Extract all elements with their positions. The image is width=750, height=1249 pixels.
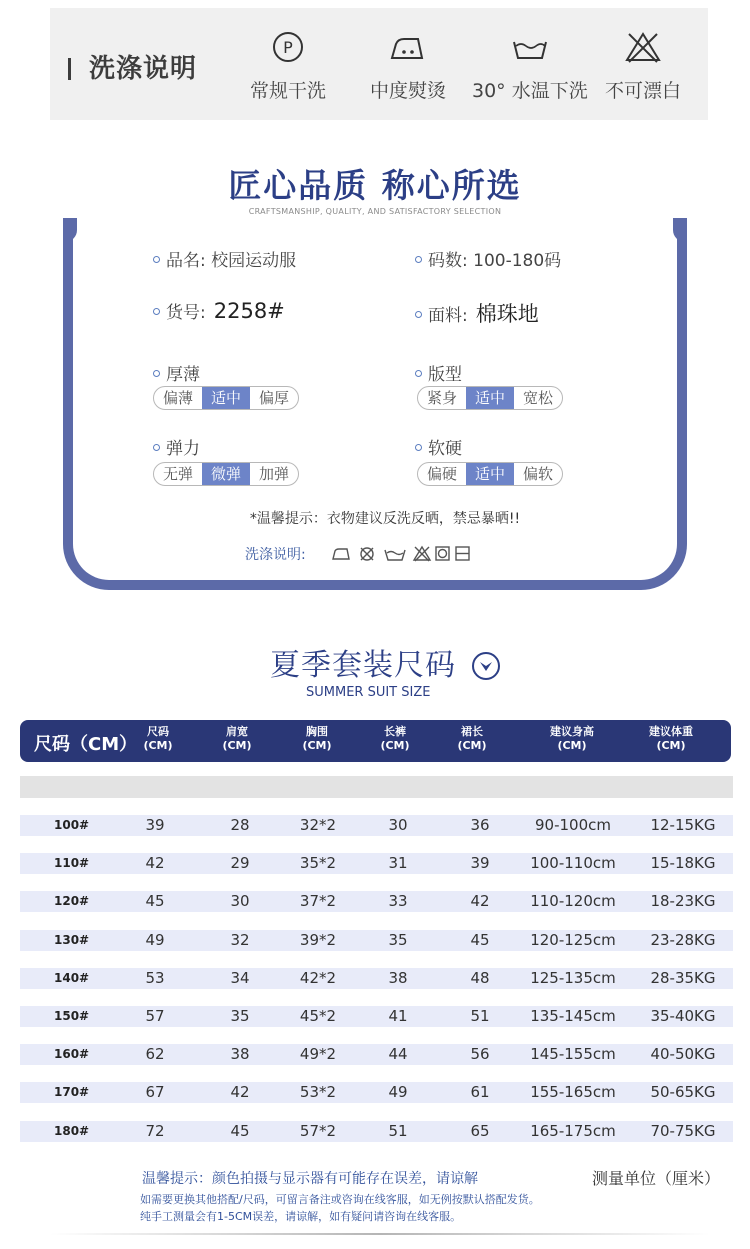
bullet-icon <box>415 256 422 263</box>
table-cell: 51 <box>388 1122 408 1140</box>
table-row <box>20 815 733 836</box>
size-key-cell: 100# <box>54 818 90 832</box>
table-cell: 51 <box>470 1007 490 1025</box>
table-cell: 35 <box>388 931 408 949</box>
bullet-icon <box>153 370 160 377</box>
care-label: 洗涤说明: <box>245 547 306 563</box>
header-col: 建议身高 (CM) <box>550 725 594 752</box>
care-icons-row <box>331 544 471 566</box>
tumble-dry-icon <box>436 547 449 560</box>
product-size-range: 码数: 100-180码 <box>415 246 561 271</box>
table-cell: 42 <box>470 892 490 910</box>
wash-item-iron: 中度熨烫 <box>370 30 446 103</box>
size-key-cell: 110# <box>54 856 90 870</box>
table-row <box>20 1082 733 1103</box>
table-row <box>20 1044 733 1065</box>
header-col: 长裤 (CM) <box>380 725 410 752</box>
size-key-cell: 120# <box>54 894 90 908</box>
table-cell: 49 <box>388 1083 408 1101</box>
table-cell: 90-100cm <box>535 816 611 834</box>
no-tumble-dry-icon <box>361 548 373 560</box>
table-cell: 62 <box>145 1045 165 1063</box>
table-cell: 40-50KG <box>650 1045 716 1063</box>
table-cell: 37*2 <box>299 892 337 910</box>
table-cell: 100-110cm <box>530 854 616 872</box>
wash-tub-icon <box>385 550 405 560</box>
table-cell: 70-75KG <box>650 1122 716 1140</box>
product-name: 品名: 校园运动服 <box>153 246 296 271</box>
table-cell: 56 <box>470 1045 490 1063</box>
quality-title: 匠心品质 称心所选 <box>228 166 522 205</box>
unit-note: 测量单位（厘米） <box>592 1169 721 1188</box>
size-chart-title: 夏季套装尺码 <box>270 648 456 683</box>
elasticity-option-selected: 微弹 <box>202 463 250 485</box>
table-cell: 61 <box>470 1083 490 1101</box>
softness-option: 偏软 <box>522 465 553 483</box>
svg-text:P: P <box>283 38 293 57</box>
bullet-icon <box>415 370 422 377</box>
table-cell: 32 <box>230 931 250 949</box>
header-col: 裙长 (CM) <box>457 725 487 752</box>
wash-item-no-bleach: 不可漂白 <box>605 30 681 103</box>
table-row <box>20 968 733 989</box>
quality-subtitle: CRAFTSMANSHIP, QUALITY, AND SATISFACTORY SELECTION <box>248 207 502 216</box>
bullet-icon <box>415 311 422 318</box>
fit-option: 宽松 <box>522 389 553 407</box>
size-chart-subtitle: SUMMER SUIT SIZE <box>306 685 431 700</box>
wash-item-dry-clean: P 常规干洗 <box>250 30 326 103</box>
table-cell: 35*2 <box>299 854 337 872</box>
size-key-cell: 150# <box>54 1009 90 1023</box>
table-cell: 39 <box>145 816 165 834</box>
table-cell: 72 <box>145 1122 165 1140</box>
table-cell: 45 <box>145 892 165 910</box>
table-cell: 34 <box>230 969 250 987</box>
table-row <box>20 853 733 874</box>
table-cell: 49*2 <box>299 1045 337 1063</box>
bullet-icon <box>153 308 160 315</box>
fit-option: 紧身 <box>426 389 457 407</box>
size-key-cell: 180# <box>54 1124 90 1138</box>
product-info-card <box>63 218 687 590</box>
header-size-main: 尺码（CM） <box>34 734 138 755</box>
table-cell: 18-23KG <box>650 892 716 910</box>
size-table-header <box>20 720 731 762</box>
table-cell: 23-28KG <box>650 931 716 949</box>
wash-item-wash30: 30° 水温下洗 <box>472 30 588 103</box>
measurement-note: 纯手工测量会有1-5CM误差，请谅解，如有疑问请咨询在线客服。 <box>140 1210 462 1223</box>
thickness-label: 厚薄 <box>153 360 200 385</box>
product-fabric: 面料: 棉珠地 <box>415 298 539 328</box>
table-cell: 45*2 <box>299 1007 337 1025</box>
softness-option: 偏硬 <box>426 465 457 483</box>
dry-clean-icon <box>271 30 305 64</box>
table-cell: 33 <box>388 892 408 910</box>
bullet-icon <box>415 444 422 451</box>
product-sku: 货号: 2258# <box>153 298 285 323</box>
table-cell: 48 <box>470 969 490 987</box>
table-cell: 67 <box>145 1083 165 1101</box>
table-cell: 155-165cm <box>530 1083 616 1101</box>
softness-option-selected: 适中 <box>466 463 514 485</box>
elasticity-option: 无弹 <box>162 465 193 483</box>
table-cell: 12-15KG <box>650 816 716 834</box>
table-cell: 42 <box>230 1083 250 1101</box>
size-key-cell: 140# <box>54 971 90 985</box>
table-cell: 38 <box>388 969 408 987</box>
table-cell: 32*2 <box>299 816 337 834</box>
table-cell: 53 <box>145 969 165 987</box>
table-cell: 57 <box>145 1007 165 1025</box>
table-cell: 110-120cm <box>530 892 616 910</box>
bottom-divider <box>50 1233 710 1235</box>
no-bleach-small-icon <box>414 547 430 561</box>
size-key-cell: 160# <box>54 1047 90 1061</box>
care-tip: *温馨提示：衣物建议反洗反晒，禁忌暴晒!! <box>249 511 521 527</box>
fit-label: 版型 <box>415 360 462 385</box>
table-cell: 57*2 <box>299 1122 337 1140</box>
table-cell: 28-35KG <box>650 969 716 987</box>
header-col: 尺码 (CM) <box>143 725 173 752</box>
table-cell: 38 <box>230 1045 250 1063</box>
table-cell: 45 <box>470 931 490 949</box>
table-cell: 42 <box>145 854 165 872</box>
fit-option-selected: 适中 <box>466 387 514 409</box>
wash-30-icon <box>510 30 550 64</box>
chevron-down-icon <box>472 652 500 680</box>
table-spacer <box>20 776 733 798</box>
header-col: 胸围 (CM) <box>302 725 332 752</box>
elasticity-option: 加弹 <box>258 465 289 483</box>
no-bleach-icon <box>623 30 663 64</box>
table-cell: 42*2 <box>299 969 337 987</box>
header-col: 肩宽 (CM) <box>222 725 252 752</box>
iron-icon <box>333 549 349 559</box>
header-col: 建议体重 (CM) <box>649 725 693 752</box>
table-cell: 53*2 <box>299 1083 337 1101</box>
table-cell: 165-175cm <box>530 1122 616 1140</box>
size-key-cell: 170# <box>54 1085 90 1099</box>
table-cell: 120-125cm <box>530 931 616 949</box>
table-cell: 29 <box>230 854 250 872</box>
table-cell: 44 <box>388 1045 408 1063</box>
thickness-option-selected: 适中 <box>202 387 250 409</box>
bullet-icon <box>153 444 160 451</box>
softness-label: 软硬 <box>415 434 462 459</box>
table-cell: 49 <box>145 931 165 949</box>
table-cell: 15-18KG <box>650 854 716 872</box>
table-cell: 41 <box>388 1007 408 1025</box>
fit-selector <box>417 386 563 410</box>
table-row <box>20 1121 733 1142</box>
table-cell: 31 <box>388 854 408 872</box>
iron-medium-icon <box>388 30 428 64</box>
table-row <box>20 1006 733 1027</box>
table-cell: 36 <box>470 816 490 834</box>
table-cell: 30 <box>388 816 408 834</box>
table-cell: 35 <box>230 1007 250 1025</box>
wash-instructions-bar <box>50 8 708 120</box>
thickness-option: 偏薄 <box>162 389 193 407</box>
bullet-icon <box>153 256 160 263</box>
size-key-cell: 130# <box>54 933 90 947</box>
exchange-note: 如需要更换其他搭配/尺码，可留言备注或咨询在线客服，如无例按默认搭配发货。 <box>140 1193 540 1206</box>
softness-selector <box>417 462 563 486</box>
table-cell: 39 <box>470 854 490 872</box>
table-cell: 30 <box>230 892 250 910</box>
table-cell: 50-65KG <box>650 1083 716 1101</box>
elasticity-selector <box>153 462 299 486</box>
table-cell: 28 <box>230 816 250 834</box>
table-cell: 125-135cm <box>530 969 616 987</box>
table-cell: 65 <box>470 1122 490 1140</box>
table-row <box>20 891 733 912</box>
thickness-option: 偏厚 <box>258 389 289 407</box>
elasticity-label: 弹力 <box>153 434 200 459</box>
thickness-selector <box>153 386 299 410</box>
line-dry-icon <box>456 547 469 560</box>
wash-title: 洗涤说明 <box>68 48 197 85</box>
table-cell: 135-145cm <box>530 1007 616 1025</box>
table-cell: 45 <box>230 1122 250 1140</box>
table-cell: 39*2 <box>299 931 337 949</box>
color-note: 温馨提示：颜色拍摄与显示器有可能存在误差，请谅解 <box>142 1171 478 1187</box>
table-cell: 145-155cm <box>530 1045 616 1063</box>
table-row <box>20 930 733 951</box>
table-cell: 35-40KG <box>650 1007 716 1025</box>
